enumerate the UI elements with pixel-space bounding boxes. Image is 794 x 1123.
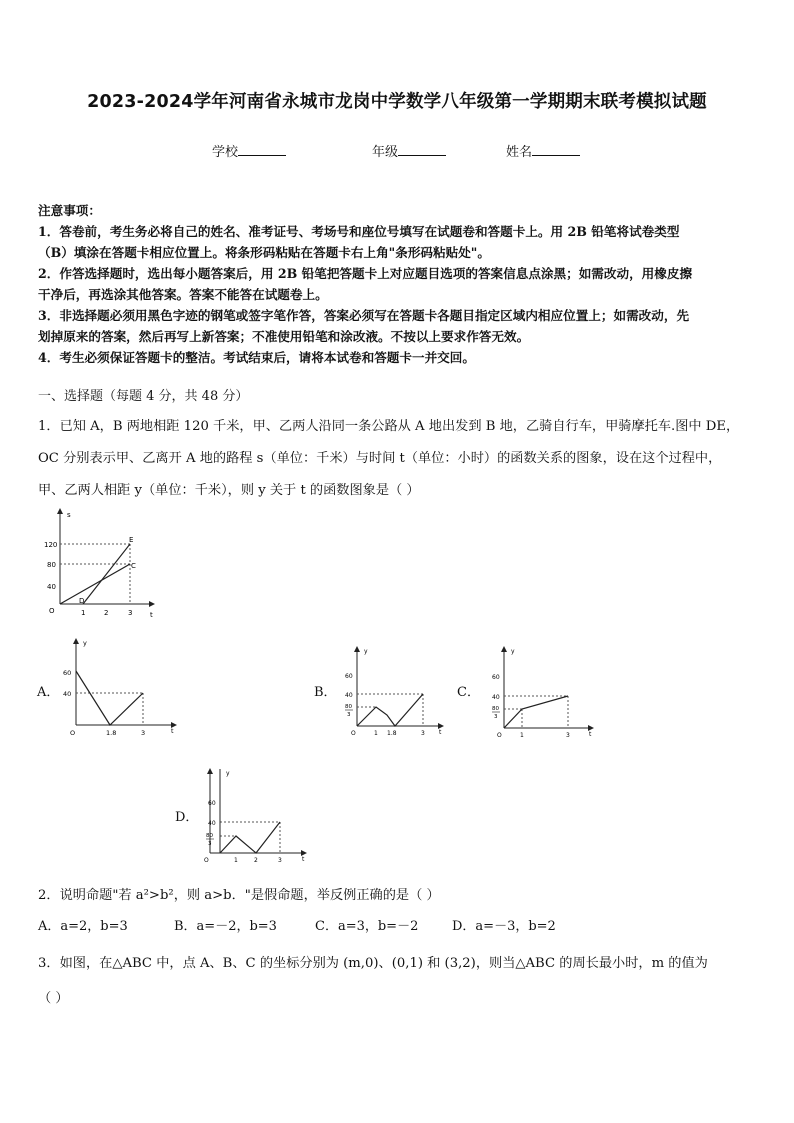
q3-line: 3．如图，在△ABC 中，点 A、B、C 的坐标分别为 (m,0)、(0,1) 和 (3,2)，则当△ABC 的周长最小时，m 的值为 [38, 956, 708, 971]
line-DE [83, 544, 130, 604]
tick-3: 3 [421, 730, 425, 737]
origin-label: O [497, 732, 502, 738]
axis-label-t: t [439, 729, 442, 736]
function-graph [504, 696, 568, 728]
tick-80-over-3-den: 3 [347, 712, 351, 718]
q1-line: 甲、乙两人相距 y（单位：千米），则 y 关于 t 的函数图象是（ ） [38, 483, 420, 498]
axis-label-t: t [150, 611, 153, 619]
tick-1: 1 [374, 730, 378, 737]
tick-40: 40 [63, 690, 72, 698]
tick-2: 2 [104, 609, 109, 617]
q3-answer-blank: （ ） [38, 991, 69, 1006]
origin-label: O [70, 729, 76, 737]
name-blank[interactable] [532, 143, 580, 156]
function-graph [76, 671, 143, 725]
notes-heading: 注意事项： [38, 203, 101, 218]
grade-field[interactable] [372, 141, 446, 160]
note-line: 划掉原来的答案，然后再写上新答案；不准使用铅笔和涂改液。不按以上要求作答无效。 [38, 329, 530, 344]
q1-line: OC 分别表示甲、乙离开 A 地的路程 s（单位：千米）与时间 t（单位：小时）的函数关系的图象，设在这个过程中， [38, 451, 722, 466]
origin-label: O [351, 730, 356, 737]
note-line: （B）填涂在答题卡相应位置上。将条形码粘贴在答题卡右上角"条形码粘贴处"。 [38, 245, 490, 260]
grade-label: 年级 [372, 145, 399, 160]
note-line: 4．考生必须保证答题卡的整洁。考试结束后，请将本试卷和答题卡一并交回。 [38, 350, 475, 365]
q1-option-d-label[interactable]: D． [175, 810, 199, 825]
q1-option-b-label[interactable]: B． [314, 685, 337, 700]
tick-3: 3 [566, 732, 570, 738]
tick-60: 60 [492, 674, 500, 681]
tick-3: 3 [141, 729, 146, 737]
q2-option-c[interactable]: C．a=3，b=－2 [315, 919, 419, 934]
note-line: 干净后，再选涂其他答案。答案不能答在试题卷上。 [38, 287, 328, 302]
tick-1.8: 1.8 [106, 729, 117, 737]
point-E: E [129, 536, 134, 544]
q2-stem: 2．说明命题"若 a²>b²，则 a>b．"是假命题，举反例正确的是（ ） [38, 888, 440, 903]
tick-1: 1 [81, 609, 86, 617]
tick-60: 60 [63, 669, 72, 677]
point-D: D [79, 597, 85, 605]
tick-80: 80 [47, 561, 56, 569]
tick-80-over-3-num: 80 [345, 704, 352, 710]
tick-80-over-3-den: 3 [208, 841, 212, 847]
tick-80-over-3-num: 80 [492, 706, 499, 712]
tick-40: 40 [47, 583, 56, 591]
function-graph [220, 822, 280, 853]
tick-40: 40 [492, 694, 500, 701]
school-label: 学校 [212, 145, 239, 160]
q2-option-b[interactable]: B．a=－2，b=3 [174, 919, 277, 934]
q1-option-c-label[interactable]: C． [457, 685, 480, 700]
school-field[interactable] [212, 141, 286, 160]
q1-main-graph [30, 505, 160, 623]
note-line: 1．答卷前，考生务必将自己的姓名、准考证号、考场号和座位号填写在试题卷和答题卡上。用 2B 铅笔将试卷类型 [38, 224, 680, 239]
tick-2: 2 [254, 857, 258, 864]
tick-3: 3 [278, 857, 282, 864]
origin-label: O [49, 607, 55, 615]
q1-option-a-label[interactable]: A． [37, 685, 60, 700]
tick-120: 120 [44, 541, 58, 549]
q1-option-d-graph[interactable] [196, 765, 311, 865]
tick-60: 60 [208, 800, 216, 807]
axis-label-y: y [511, 648, 515, 655]
name-field[interactable] [506, 141, 580, 160]
axis-label-y: y [364, 648, 368, 655]
school-blank[interactable] [238, 143, 286, 156]
tick-1: 1 [520, 732, 524, 738]
point-C: C [131, 562, 136, 570]
q1-line: 1．已知 A，B 两地相距 120 千米，甲、乙两人沿同一条公路从 A 地出发到 B 地，乙骑自行车，甲骑摩托车.图中 DE， [38, 419, 740, 434]
axis-label-t: t [302, 856, 305, 863]
note-line: 3．非选择题必须用黑色字迹的钢笔或签字笔作答，答案必须写在答题卡各题目指定区域内相应位置上；如需改动，先 [38, 308, 690, 323]
tick-80-over-3-den: 3 [494, 714, 498, 720]
tick-1.8: 1.8 [387, 730, 397, 737]
note-line: 2．作答选择题时，选出每小题答案后，用 2B 铅笔把答题卡上对应题目选项的答案信息点涂黑；如需改动，用橡皮擦 [38, 266, 693, 281]
grade-blank[interactable] [398, 143, 446, 156]
tick-3: 3 [128, 609, 133, 617]
q1-option-c-graph[interactable] [483, 643, 598, 738]
tick-40: 40 [345, 692, 353, 699]
origin-label: O [204, 857, 209, 864]
line-OC [60, 564, 130, 604]
tick-60: 60 [345, 673, 353, 680]
q2-option-d[interactable]: D．a=－3，b=2 [452, 919, 556, 934]
q1-option-b-graph[interactable] [340, 643, 450, 738]
function-graph [357, 694, 423, 726]
q2-option-a[interactable]: A．a=2，b=3 [38, 919, 128, 934]
axis-label-y: y [83, 639, 87, 647]
q1-option-a-graph[interactable] [58, 633, 183, 738]
axis-label-t: t [589, 731, 592, 738]
tick-80-over-3-num: 80 [206, 833, 213, 839]
section-title: 一、选择题（每题 4 分，共 48 分） [38, 389, 249, 404]
page-title: 2023-2024学年河南省永城市龙岗中学数学八年级第一学期期末联考模拟试题 [87, 92, 707, 112]
axis-label-y: y [226, 770, 230, 777]
tick-1: 1 [234, 857, 238, 864]
axis-label-t: t [171, 727, 174, 735]
axis-label-s: s [67, 511, 71, 519]
name-label: 姓名 [506, 145, 533, 160]
tick-40: 40 [208, 820, 216, 827]
